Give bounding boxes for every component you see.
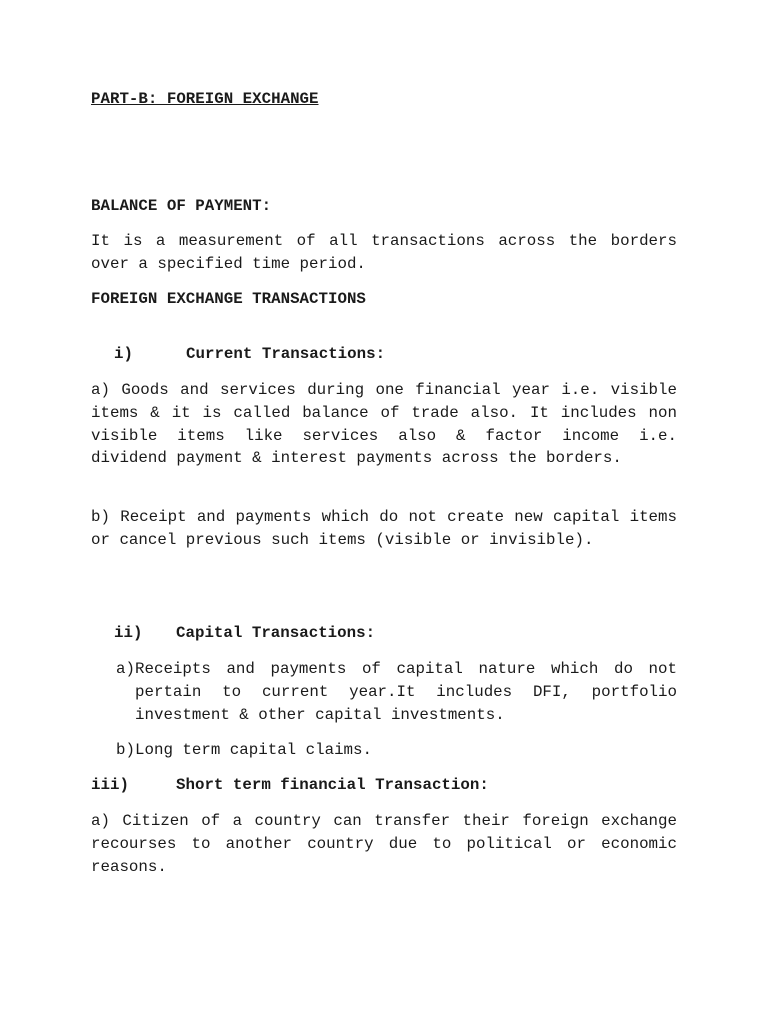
current-transactions-number: i) [114, 345, 133, 363]
capital-item-a [116, 658, 677, 726]
capital-transactions-number: ii) [114, 624, 143, 642]
short-term-title: Short term financial Transaction: [176, 776, 489, 794]
current-transactions-title: Current Transactions: [186, 345, 386, 363]
short-term-para-a: a) Citizen of a country can transfer their foreign exchange recourses to another country due to political or economic reasons. [91, 812, 677, 876]
bop-definition: It is a measurement of all transactions across the borders over a specified time period. [91, 232, 677, 273]
current-transactions-para-b: b) Receipt and payments which do not create new capital items or cancel previous such items (visible or invisible). [91, 508, 677, 549]
part-title: PART-B: FOREIGN EXCHANGE [91, 90, 319, 108]
capital-item-a-text: Receipts and payments of capital nature which do not pertain to current year.It includes DFI, portfolio investment & other capital investments. [135, 660, 677, 724]
current-transactions-para-a: a) Goods and services during one financial year i.e. visible items & it is called balance of trade also. It includes non visible items like services also & factor income i.e. dividend payment & interest payments across the borders. [91, 381, 677, 468]
capital-item-a-marker: a) [116, 660, 135, 678]
short-term-number: iii) [91, 776, 129, 794]
capital-transactions-title: Capital Transactions: [176, 624, 376, 642]
fx-transactions-heading: FOREIGN EXCHANGE TRANSACTIONS [91, 290, 366, 308]
capital-item-b [116, 739, 677, 762]
capital-item-b-text: Long term capital claims. [135, 741, 372, 759]
capital-item-b-marker: b) [116, 741, 135, 759]
bop-heading: BALANCE OF PAYMENT: [91, 197, 272, 215]
